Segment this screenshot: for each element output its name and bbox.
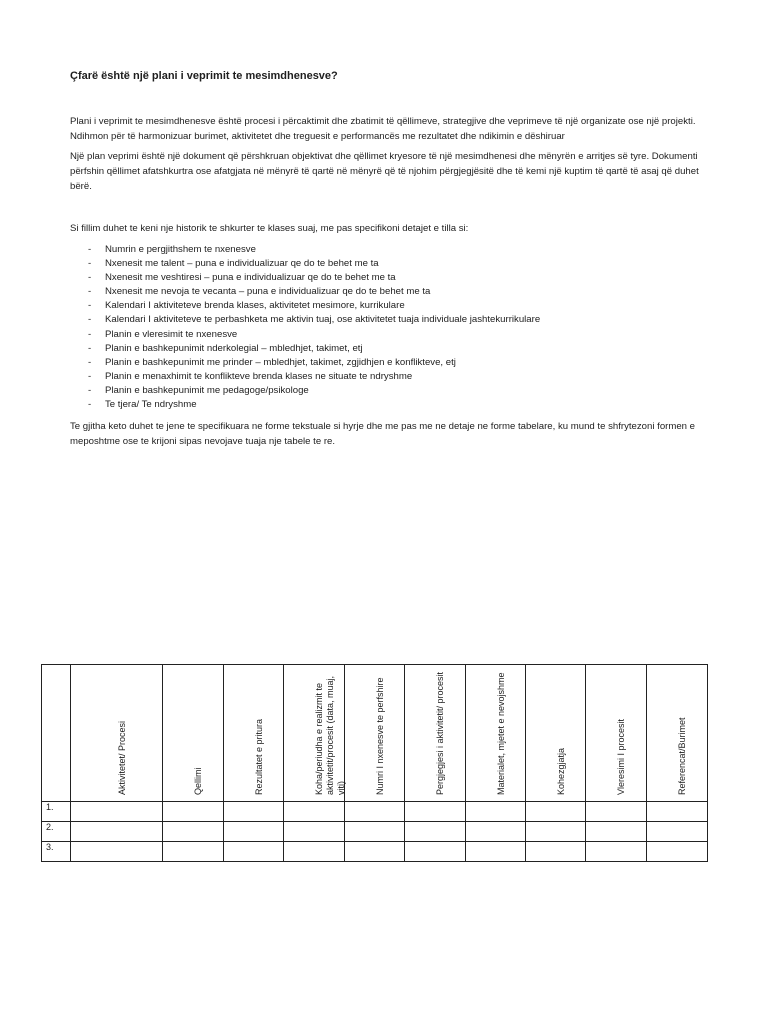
header-cell bbox=[163, 665, 224, 802]
column-header: Referencat/Burimet bbox=[677, 717, 687, 795]
table-cell[interactable] bbox=[466, 822, 526, 842]
list-item: - Planin e menaxhimit te konflikteve brenda klases ne situate te ndryshme bbox=[88, 370, 540, 384]
details-list bbox=[88, 243, 540, 412]
column-header: Vleresimi I procesit bbox=[616, 718, 626, 795]
table-header-row bbox=[42, 665, 708, 802]
header-cell bbox=[405, 665, 466, 802]
table-cell[interactable] bbox=[586, 842, 647, 862]
table-cell[interactable] bbox=[345, 822, 405, 842]
row-number: 3. bbox=[42, 842, 71, 862]
table-cell[interactable] bbox=[405, 802, 466, 822]
intro-paragraph: Plani i veprimit te mesimdhenesve është procesi i përcaktimit dhe zbatimit të qëllimeve, strategjive dhe veprimeve të një organizate ose një projekti. Ndihmon për të harmonizuar burimet, aktivitetet dhe treguesit e performancës me rezultatet dhe ndikimin e dëshiruar bbox=[70, 116, 696, 142]
header-cell bbox=[466, 665, 526, 802]
list-item: - Planin e vleresimit te nxenesve bbox=[88, 328, 540, 342]
table-cell[interactable] bbox=[224, 842, 284, 862]
list-item: - Planin e bashkepunimit me pedagoge/psikologe bbox=[88, 384, 540, 398]
column-header: Materialet, mjetet e nevojshme bbox=[495, 672, 506, 795]
column-header: Kohezgjatja bbox=[555, 747, 566, 795]
table-cell[interactable] bbox=[466, 842, 526, 862]
column-header: Numri I nxenesve te perfshire bbox=[374, 677, 385, 795]
column-header: Pergjegjesi i aktivitetit/ procesit bbox=[435, 671, 445, 795]
column-header: Aktivitetet/ Procesi bbox=[116, 720, 127, 795]
table-cell[interactable] bbox=[405, 842, 466, 862]
header-cell bbox=[526, 665, 586, 802]
table-cell[interactable] bbox=[284, 842, 345, 862]
table-cell[interactable] bbox=[526, 842, 586, 862]
table-cell[interactable] bbox=[224, 802, 284, 822]
table-cell[interactable] bbox=[71, 802, 163, 822]
list-item: - Planin e bashkepunimit nderkolegial – mbledhjet, takimet, etj bbox=[88, 342, 540, 356]
table-cell[interactable] bbox=[586, 822, 647, 842]
header-cell bbox=[224, 665, 284, 802]
row-number: 1. bbox=[42, 802, 71, 822]
table-row bbox=[42, 842, 708, 862]
header-cell bbox=[586, 665, 647, 802]
table-cell[interactable] bbox=[224, 822, 284, 842]
definition-paragraph: Një plan veprimi është një dokument që përshkruan objektivat dhe qëllimet kryesore të një mesimdhenesi dhe mënyrën e arritjes së tyre. Dokumenti përfshin qëllimet afatshkurtra ose afatgjata në mënyrë të qartë në mënyrë që të njohim përgjegjësitë dhe të kemi një kuptim të qartë të asaj që duhet bërë. bbox=[70, 151, 699, 192]
table-cell[interactable] bbox=[284, 822, 345, 842]
table-row bbox=[42, 822, 708, 842]
column-header: Rezultatet e pritura bbox=[253, 718, 264, 795]
header-cell bbox=[71, 665, 163, 802]
table-cell[interactable] bbox=[466, 802, 526, 822]
header-cell bbox=[284, 665, 345, 802]
column-header: Qellimi bbox=[193, 767, 203, 795]
table-cell[interactable] bbox=[526, 822, 586, 842]
table-cell[interactable] bbox=[405, 822, 466, 842]
list-item: - Nxenesit me talent – puna e individualizuar qe do te behet me ta bbox=[88, 257, 540, 271]
action-plan-table bbox=[41, 664, 708, 862]
list-item: - Te tjera/ Te ndryshme bbox=[88, 398, 540, 412]
table-cell[interactable] bbox=[526, 802, 586, 822]
header-cell bbox=[647, 665, 708, 802]
list-item: - Planin e bashkepunimit me prinder – mbledhjet, takimet, zgjidhjen e konflikteve, etj bbox=[88, 356, 540, 370]
table-cell[interactable] bbox=[647, 822, 708, 842]
list-item: - Kalendari I aktiviteteve te perbashketa me aktivin tuaj, ose aktivitetet tuaja individuale jashtekurrikulare bbox=[88, 313, 540, 327]
row-number: 2. bbox=[42, 822, 71, 842]
table-cell[interactable] bbox=[163, 802, 224, 822]
table-cell[interactable] bbox=[345, 802, 405, 822]
table-cell[interactable] bbox=[586, 802, 647, 822]
closing-paragraph: Te gjitha keto duhet te jene te specifikuara ne forme tekstuale si hyrje dhe me pas me ne detaje ne forme tabelare, ku mund te shfrytezoni formen e meposhtme ose te krijoni sipas nevojave tuaja nje tabele te re. bbox=[70, 421, 696, 447]
table-cell[interactable] bbox=[345, 842, 405, 862]
list-item: - Kalendari I aktiviteteve brenda klases, aktivitetet mesimore, kurrikulare bbox=[88, 299, 540, 313]
number-header-cell bbox=[42, 665, 71, 802]
header-cell bbox=[345, 665, 405, 802]
list-item: - Nxenesit me nevoja te vecanta – puna e individualizuar qe do te behet me ta bbox=[88, 285, 540, 299]
table-cell[interactable] bbox=[647, 802, 708, 822]
column-header: Koha/periudha e realizmit te aktivitetit/procesit (data, muaj, viti) bbox=[314, 675, 346, 795]
table-cell[interactable] bbox=[163, 842, 224, 862]
table-cell[interactable] bbox=[71, 822, 163, 842]
list-item: - Nxenesit me veshtiresi – puna e individualizuar qe do te behet me ta bbox=[88, 271, 540, 285]
table-cell[interactable] bbox=[284, 802, 345, 822]
list-intro-paragraph: Si fillim duhet te keni nje historik te shkurter te klases suaj, me pas specifikoni detajet e tilla si: bbox=[70, 223, 469, 234]
page-title: Çfarë është një plani i veprimit te mesimdhenesve? bbox=[70, 70, 338, 82]
table-cell[interactable] bbox=[163, 822, 224, 842]
table-cell[interactable] bbox=[71, 842, 163, 862]
table-row bbox=[42, 802, 708, 822]
table-cell[interactable] bbox=[647, 842, 708, 862]
list-item: - Numrin e pergjithshem te nxenesve bbox=[88, 243, 540, 257]
